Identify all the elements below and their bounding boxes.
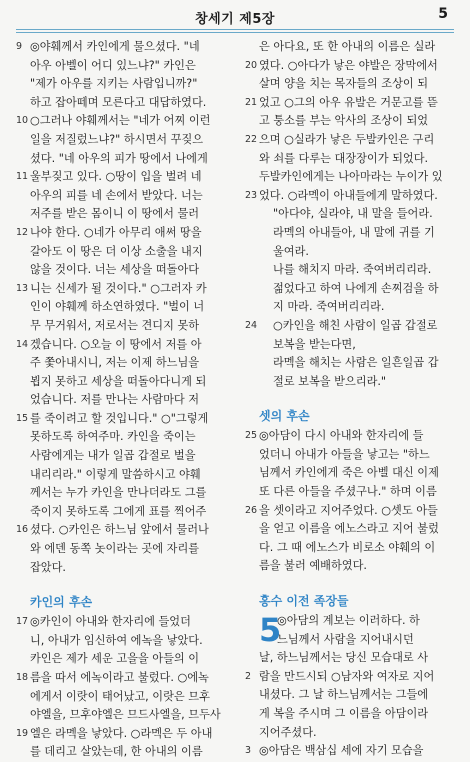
text-line xyxy=(245,539,460,558)
text-line xyxy=(16,688,231,707)
verse-text: 아우 아벨이 어디 있느냐?" 카인은 xyxy=(30,58,196,72)
verse-number: 22 xyxy=(245,133,258,145)
verse-text: 었다. ○라멕이 아내들에게 말하였다. xyxy=(259,188,438,202)
poem-line xyxy=(245,336,460,355)
text-line xyxy=(245,502,460,521)
verse-text: 나야 한다. ○네가 아무리 애써 땅을 xyxy=(30,225,202,239)
verse-text: 아우의 피를 네 손에서 받았다. 너는 xyxy=(30,188,203,202)
text-line xyxy=(16,428,231,447)
verse-text: 야엘을, 므후야엘은 므드사엘을, 므두사 xyxy=(30,708,221,722)
section-heading: 카인의 후손 xyxy=(30,595,93,610)
verse-text: ◎야훼께서 카인에게 물으셨다. "네 xyxy=(30,40,200,53)
text-line xyxy=(245,112,460,131)
text-line xyxy=(16,447,231,466)
verse-text: 내셨다. 그 날 하느님께서는 그들에 xyxy=(259,688,429,702)
verse-text: 고 퉁소를 부는 악사의 조상이 되었 xyxy=(259,114,429,128)
text-line xyxy=(245,38,460,57)
section-spacer xyxy=(245,391,460,405)
verse-text: 를 죽이려고 할 것입니다." ○"그렇게 xyxy=(30,411,209,425)
verse-text: 으며 ○실라가 낳은 두발카인은 구리 xyxy=(259,132,435,146)
verse-number: 2 xyxy=(245,670,252,682)
verse-text: 와 쇠를 다루는 대장장이가 되었다. xyxy=(259,151,429,165)
text-line: 날, 하느님께서는 당신 모습대로 사 xyxy=(259,651,429,665)
text-line xyxy=(245,446,460,465)
verse-number: 24 xyxy=(245,319,258,331)
verse-text: ◎아담은 백삼십 세에 자기 모습을 xyxy=(259,744,424,758)
verse-text: ◎카인이 아내와 한자리에 들었더 xyxy=(30,615,191,629)
verse-text: 겠습니다. ○오늘 이 땅에서 저를 아 xyxy=(30,337,202,351)
verse-text: 니는 신세가 될 것이다." ○그러자 카 xyxy=(30,281,207,295)
verse-number: 11 xyxy=(16,171,29,183)
verse-number: 13 xyxy=(16,282,29,294)
verse-text: 카인은 제가 세운 고을을 아들의 이 xyxy=(30,652,200,666)
page-header xyxy=(0,0,470,40)
verse-text: 내리리라." 이렇게 말씀하시고 야훼 xyxy=(30,467,201,481)
verse-text: 않을 것이다. 너는 세상을 떠돌아다 xyxy=(30,263,200,277)
text-line xyxy=(245,187,460,206)
verse-text: 은 아다요, 또 한 아내의 이름은 실라 xyxy=(259,40,436,53)
verse-text: 름을 따서 에녹이라고 불렀다. ○에녹 xyxy=(30,671,209,684)
verse-text: 저주를 받은 몸이니 이 땅에서 물러 xyxy=(30,207,200,221)
text-line xyxy=(16,743,231,762)
verse-text: 을 얻고 이름을 에노스라고 지어 불렀 xyxy=(259,522,439,536)
verse-text: 님께서 카인에게 죽은 아벨 대신 이제 xyxy=(259,466,439,480)
text-line xyxy=(16,131,231,150)
verse-text: 죽이지 못하도록 그에게 표를 찍어주 xyxy=(30,504,207,518)
text-line xyxy=(16,503,231,522)
text-line xyxy=(16,168,231,187)
section-heading: 홍수 이전 족장들 xyxy=(259,594,349,609)
verse-text: 셨다. "네 아우의 피가 땅에서 나에게 xyxy=(30,151,208,165)
verse-number: 14 xyxy=(16,338,29,350)
text-line xyxy=(245,520,460,539)
text-line xyxy=(16,298,231,317)
text-line xyxy=(16,706,231,725)
text-line xyxy=(16,650,231,669)
section-spacer xyxy=(245,576,460,590)
text-line xyxy=(245,150,460,169)
verse-number: 9 xyxy=(16,41,23,52)
verse-number: 25 xyxy=(245,430,258,442)
section-heading: 셋의 후손 xyxy=(259,409,310,424)
verse-text: 을 셋이라고 지어주었다. ○셋도 아들 xyxy=(259,503,438,517)
left-column xyxy=(16,38,231,762)
text-line xyxy=(245,131,460,150)
verse-text: 람을 만드시되 ○남자와 여자로 지어 xyxy=(259,669,435,683)
section-spacer xyxy=(16,577,231,591)
text-line xyxy=(16,410,231,429)
text-line xyxy=(245,724,460,743)
verse-text: 무 무거워서, 저로서는 견디지 못하 xyxy=(30,318,200,332)
verse-text: ○그러나 야훼께서는 "네가 어찌 이런 xyxy=(30,114,211,128)
book-chapter-title: 창세기 제5장 xyxy=(195,12,275,27)
text-line xyxy=(245,57,460,76)
text-line xyxy=(245,464,460,483)
verse-text: ◎아담이 다시 아내와 한자리에 들 xyxy=(259,429,424,443)
text-line xyxy=(245,427,460,446)
poem-line: 젊었다고 하여 나에게 손찌검을 하 xyxy=(273,281,439,295)
text-line xyxy=(16,205,231,224)
verse-number: 16 xyxy=(16,524,29,536)
header-rule xyxy=(16,29,454,30)
verse-text: 엘은 라멕을 낳았다. ○라멕은 두 아내 xyxy=(30,726,213,740)
text-line xyxy=(16,38,231,57)
text-line xyxy=(16,317,231,336)
text-line xyxy=(245,686,460,705)
verse-number: 15 xyxy=(16,412,29,424)
text-line xyxy=(245,705,460,724)
poem-line: 지 마라. 죽여버리리라. xyxy=(273,300,385,314)
poem-line: 나를 해치지 마라. 죽여버리리라. xyxy=(273,263,432,277)
verse-text: 잡았다. xyxy=(30,560,66,574)
verse-number: 26 xyxy=(245,504,258,516)
verse-number: 19 xyxy=(16,727,29,739)
text-line xyxy=(16,540,231,559)
verse-text: 주 쫓아내시니, 저는 이제 하느님을 xyxy=(30,356,200,370)
text-line xyxy=(16,484,231,503)
text-line xyxy=(16,187,231,206)
verse-text: 또 다른 아들을 주셨구나." 하며 이름 xyxy=(259,485,437,499)
verse-text: 울부짖고 있다. ○땅이 입을 벌려 네 xyxy=(30,170,202,184)
verse-text: 께서는 누가 카인을 만나더라도 그를 xyxy=(30,486,207,500)
text-line xyxy=(16,391,231,410)
text-line xyxy=(16,466,231,485)
text-line xyxy=(16,373,231,392)
verse-text: 게 복을 주시며 그 이름을 아담이라 xyxy=(259,707,429,720)
text-line xyxy=(16,280,231,299)
verse-text: "제가 아우를 지키는 사람입니까?" xyxy=(30,77,198,91)
verse-text: 셨다. ○카인은 하느님 앞에서 물러나 xyxy=(30,523,209,537)
verse-number: 20 xyxy=(245,59,258,71)
poem-text: 보복을 받는다면, xyxy=(273,337,356,351)
text-line xyxy=(16,75,231,94)
text-line xyxy=(245,668,460,687)
verse-number: 23 xyxy=(245,189,258,201)
verse-text: 에게서 이랏이 태어났고, 이랏은 므후 xyxy=(30,689,210,703)
poem-text: 라멕을 해치는 사람은 일흔일곱 갑 xyxy=(273,356,439,370)
text-line xyxy=(245,742,460,761)
verse-text: 갈아도 이 땅은 더 이상 소출을 내지 xyxy=(30,244,203,258)
verse-text: 니, 아내가 임신하여 에녹을 낳았다. xyxy=(30,633,203,647)
text-line xyxy=(16,94,231,113)
text-line xyxy=(16,613,231,632)
text-line xyxy=(245,557,460,576)
right-column xyxy=(245,38,460,761)
poem-line: "아다야, 실라야, 내 말을 들어라. xyxy=(273,207,433,221)
verse-text: 지어주셨다. xyxy=(259,725,317,739)
verse-text: 두발카인에게는 나아마라는 누이가 있 xyxy=(259,170,443,184)
verse-text: 뵙지 못하고 세상을 떠돌아다니게 되 xyxy=(30,374,207,388)
header-rule-thin xyxy=(16,32,454,33)
poem-text: ○카인을 해친 사람이 일곱 갑절로 xyxy=(273,318,438,332)
text-line xyxy=(245,483,460,502)
verse-number: 21 xyxy=(245,96,258,108)
text-line xyxy=(16,243,231,262)
poem-line xyxy=(245,373,460,392)
verse-text: 못하도록 하여주마. 카인을 죽이는 xyxy=(30,430,196,444)
chapter-number: 5 xyxy=(259,611,282,650)
chapter-opening xyxy=(245,612,460,668)
verse-number: 17 xyxy=(16,616,29,628)
text-line xyxy=(16,261,231,280)
verse-text: 였다. ○아다가 낳은 야발은 장막에서 xyxy=(259,58,438,72)
verse-number: 10 xyxy=(16,115,29,127)
text-line xyxy=(16,57,231,76)
poem-line: 라멕의 아내들아, 내 말에 귀를 기 xyxy=(273,225,435,239)
text-line xyxy=(16,669,231,688)
poem-line xyxy=(245,354,460,373)
verse-text: 름을 불러 예배하였다. xyxy=(259,559,367,573)
page-number: 5 xyxy=(438,6,448,22)
text-line xyxy=(16,336,231,355)
text-line xyxy=(16,112,231,131)
text-line xyxy=(245,168,460,187)
text-line xyxy=(16,224,231,243)
verse-text: 었더니 아내가 아들을 낳고는 "하느 xyxy=(259,447,430,461)
verse-text: 인이 야훼께 하소연하였다. "벌이 너 xyxy=(30,300,205,314)
text-line: ◎아담의 계보는 이러하다. 하 xyxy=(277,614,420,628)
verse-text: 었고 ○그의 아우 유발은 거문고를 뜯 xyxy=(259,95,438,109)
verse-text: 었습니다. 저를 만나는 사람마다 저 xyxy=(30,393,200,407)
text-line xyxy=(16,632,231,651)
verse-text: 를 데리고 살았는데, 한 아내의 이름 xyxy=(30,745,203,759)
verse-number: 18 xyxy=(16,672,29,683)
verse-text: 일을 저질렀느냐?" 하시면서 꾸짖으 xyxy=(30,132,204,146)
poem-text: 절로 보복을 받으리라." xyxy=(273,374,387,388)
text-line xyxy=(16,521,231,540)
text-line xyxy=(245,75,460,94)
verse-text: 와 에덴 동쪽 놋이라는 곳에 자리를 xyxy=(30,542,200,556)
text-line xyxy=(16,150,231,169)
verse-text: 살며 양을 치는 목자들의 조상이 되 xyxy=(259,77,429,91)
poem-line xyxy=(245,317,460,336)
verse-number: 12 xyxy=(16,226,29,238)
text-line xyxy=(16,725,231,744)
poem-line: 울여라. xyxy=(273,244,309,258)
verse-text: 하고 잡아떼며 모른다고 대답하였다. xyxy=(30,95,207,109)
text-line: 느님께서 사람을 지어내시던 xyxy=(277,632,414,646)
verse-text: 사람에게는 내가 일곱 갑절로 벌을 xyxy=(30,449,196,463)
text-line xyxy=(16,354,231,373)
verse-number: 3 xyxy=(245,745,252,757)
verse-text: 다. 그 때 에노스가 비로소 야훼의 이 xyxy=(259,540,436,554)
text-line xyxy=(245,94,460,113)
text-line xyxy=(16,559,231,578)
